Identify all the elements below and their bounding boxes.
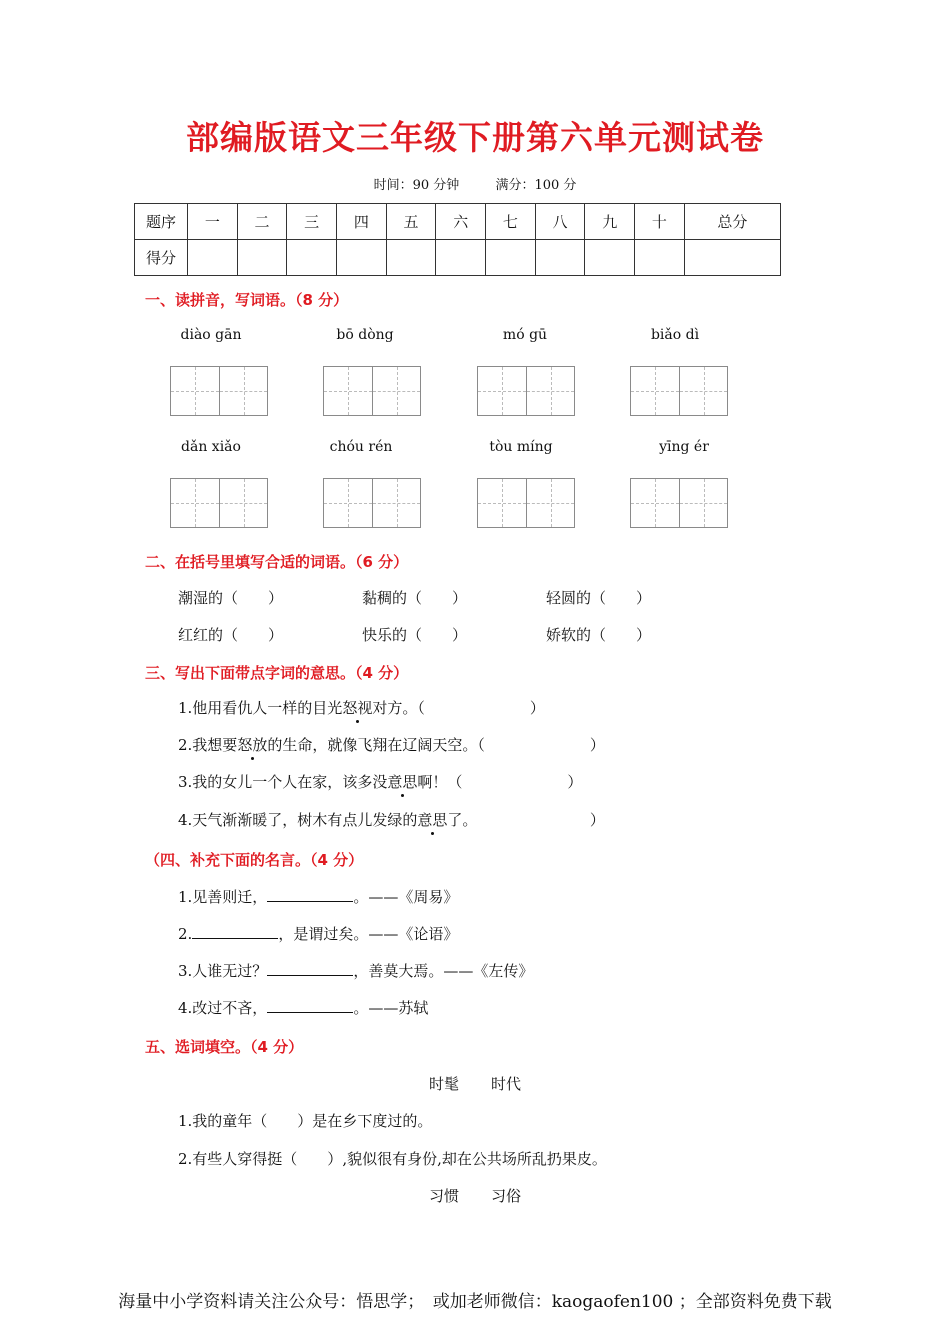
score-cell[interactable] xyxy=(635,240,685,276)
answer-blank[interactable]: 的生命，就像飞翔在辽阔天空。（ ） xyxy=(267,736,605,754)
quote-text: 1.见善则迁， xyxy=(178,888,268,906)
score-table-col: 九 xyxy=(585,204,635,240)
word-choice: 时代 xyxy=(491,1075,522,1093)
quote-text: 。——《周易》 xyxy=(353,888,459,906)
tianzi-grid[interactable] xyxy=(630,478,728,528)
score-cell[interactable] xyxy=(287,240,337,276)
score-cell[interactable] xyxy=(585,240,635,276)
tianzi-grid[interactable] xyxy=(323,366,421,416)
score-cell[interactable] xyxy=(486,240,536,276)
tianzi-grid[interactable] xyxy=(477,366,575,416)
footer-note: 海量中小学资料请关注公众号：悟思学； 或加老师微信：kaogaofen100 ；全部资料免费下载 xyxy=(118,1292,832,1312)
question-text: 2.我想要 xyxy=(178,736,238,754)
exam-time: 时间：90 分钟 xyxy=(373,178,460,193)
quote-text: 4.改过不吝， xyxy=(178,999,268,1017)
quote-text: 。——苏轼 xyxy=(353,999,429,1017)
choice-question[interactable]: 1.我的童年（ ）是在乡下度过的。 xyxy=(178,1112,433,1130)
score-table-header-row xyxy=(135,204,781,240)
tianzi-grid[interactable] xyxy=(323,478,421,528)
pinyin-label: bō dòng xyxy=(336,327,394,343)
word-choice: 习惯 xyxy=(428,1187,459,1205)
tianzi-grid[interactable] xyxy=(170,366,268,416)
answer-blank[interactable]: 了。 ） xyxy=(447,811,605,829)
tianzi-grid[interactable] xyxy=(170,478,268,528)
word-choice: 时髦 xyxy=(428,1075,459,1093)
score-table-row-label: 得分 xyxy=(135,240,188,276)
word-choices xyxy=(0,1073,950,1094)
quote-line xyxy=(178,960,533,981)
score-table-col: 十 xyxy=(635,204,685,240)
dotted-word: 意思 xyxy=(387,773,418,791)
question-line xyxy=(178,771,582,792)
choice-question[interactable]: 2.有些人穿得挺（ ）,貌似很有身份,却在公共场所乱扔果皮。 xyxy=(178,1150,607,1168)
section2-heading: 二、在括号里填写合适的词语。（6 分） xyxy=(145,553,409,571)
dotted-word: 意思 xyxy=(417,811,448,829)
question-text: 1.他用看仇人一样的目光 xyxy=(178,699,343,717)
dotted-word: 怒放 xyxy=(237,736,268,754)
word-choice: 习俗 xyxy=(491,1187,522,1205)
quote-line xyxy=(178,923,458,944)
score-table xyxy=(134,203,781,276)
score-table-col: 四 xyxy=(337,204,387,240)
fill-item[interactable]: 轻圆的（ ） xyxy=(546,589,652,607)
score-cell[interactable] xyxy=(237,240,287,276)
quote-blank[interactable] xyxy=(267,998,353,1013)
page-title: 部编版语文三年级下册第六单元测试卷 xyxy=(186,118,764,157)
quote-blank[interactable] xyxy=(267,887,353,902)
question-line xyxy=(178,697,545,718)
quote-line xyxy=(178,997,428,1018)
quote-text: 2. xyxy=(178,925,193,943)
score-table-col: 一 xyxy=(188,204,238,240)
word-choices xyxy=(0,1185,950,1206)
score-cell[interactable] xyxy=(684,240,780,276)
pinyin-label: dǎn xiǎo xyxy=(181,439,241,455)
section3-heading: 三、写出下面带点字词的意思。（4 分） xyxy=(145,664,409,682)
pinyin-label: biǎo dì xyxy=(650,327,700,343)
score-table-col: 五 xyxy=(386,204,436,240)
tianzi-grid[interactable] xyxy=(630,366,728,416)
exam-meta xyxy=(0,174,950,193)
score-table-col: 七 xyxy=(486,204,536,240)
section4-heading: （四、补充下面的名言。（4 分） xyxy=(145,851,364,869)
score-table-row-label: 题序 xyxy=(135,204,188,240)
quote-text: 3.人谁无过？ xyxy=(178,962,268,980)
score-table-col: 八 xyxy=(535,204,585,240)
section5-heading: 五、选词填空。（4 分） xyxy=(145,1038,304,1056)
quote-text: ，善莫大焉。——《左传》 xyxy=(353,962,534,980)
quote-blank[interactable] xyxy=(267,961,353,976)
question-line xyxy=(178,809,605,830)
fill-item[interactable]: 潮湿的（ ） xyxy=(178,589,284,607)
question-text: 4.天气渐渐暖了，树木有点儿发绿的 xyxy=(178,811,418,829)
score-table-col: 三 xyxy=(287,204,337,240)
fill-item[interactable]: 娇软的（ ） xyxy=(546,626,652,644)
quote-text: ，是谓过矣。——《论语》 xyxy=(278,925,459,943)
pinyin-label: mó gū xyxy=(502,327,548,343)
tianzi-grid[interactable] xyxy=(477,478,575,528)
score-table-score-row xyxy=(135,240,781,276)
fill-item[interactable]: 红红的（ ） xyxy=(178,626,284,644)
fill-item[interactable]: 黏稠的（ ） xyxy=(362,589,468,607)
score-cell[interactable] xyxy=(386,240,436,276)
score-cell[interactable] xyxy=(535,240,585,276)
score-cell[interactable] xyxy=(188,240,238,276)
quote-line xyxy=(178,886,458,907)
pinyin-label: tòu míng xyxy=(489,439,553,455)
score-table-col: 二 xyxy=(237,204,287,240)
answer-blank[interactable]: 对方。（ ） xyxy=(372,699,545,717)
question-text: 3.我的女儿一个人在家，该多没 xyxy=(178,773,388,791)
pinyin-label: diào gān xyxy=(180,327,242,343)
answer-blank[interactable]: 啊！（ ） xyxy=(417,773,583,791)
score-cell[interactable] xyxy=(436,240,486,276)
dotted-word: 怒视 xyxy=(342,699,373,717)
quote-blank[interactable] xyxy=(192,924,278,939)
fill-item[interactable]: 快乐的（ ） xyxy=(362,626,468,644)
pinyin-label: chóu rén xyxy=(329,439,393,455)
section1-heading: 一、读拼音，写词语。（8 分） xyxy=(145,291,349,309)
pinyin-label: yīng ér xyxy=(659,439,709,455)
score-table-col: 总分 xyxy=(684,204,780,240)
score-table-col: 六 xyxy=(436,204,486,240)
exam-full-score: 满分：100 分 xyxy=(495,178,577,193)
question-line xyxy=(178,734,605,755)
score-cell[interactable] xyxy=(337,240,387,276)
